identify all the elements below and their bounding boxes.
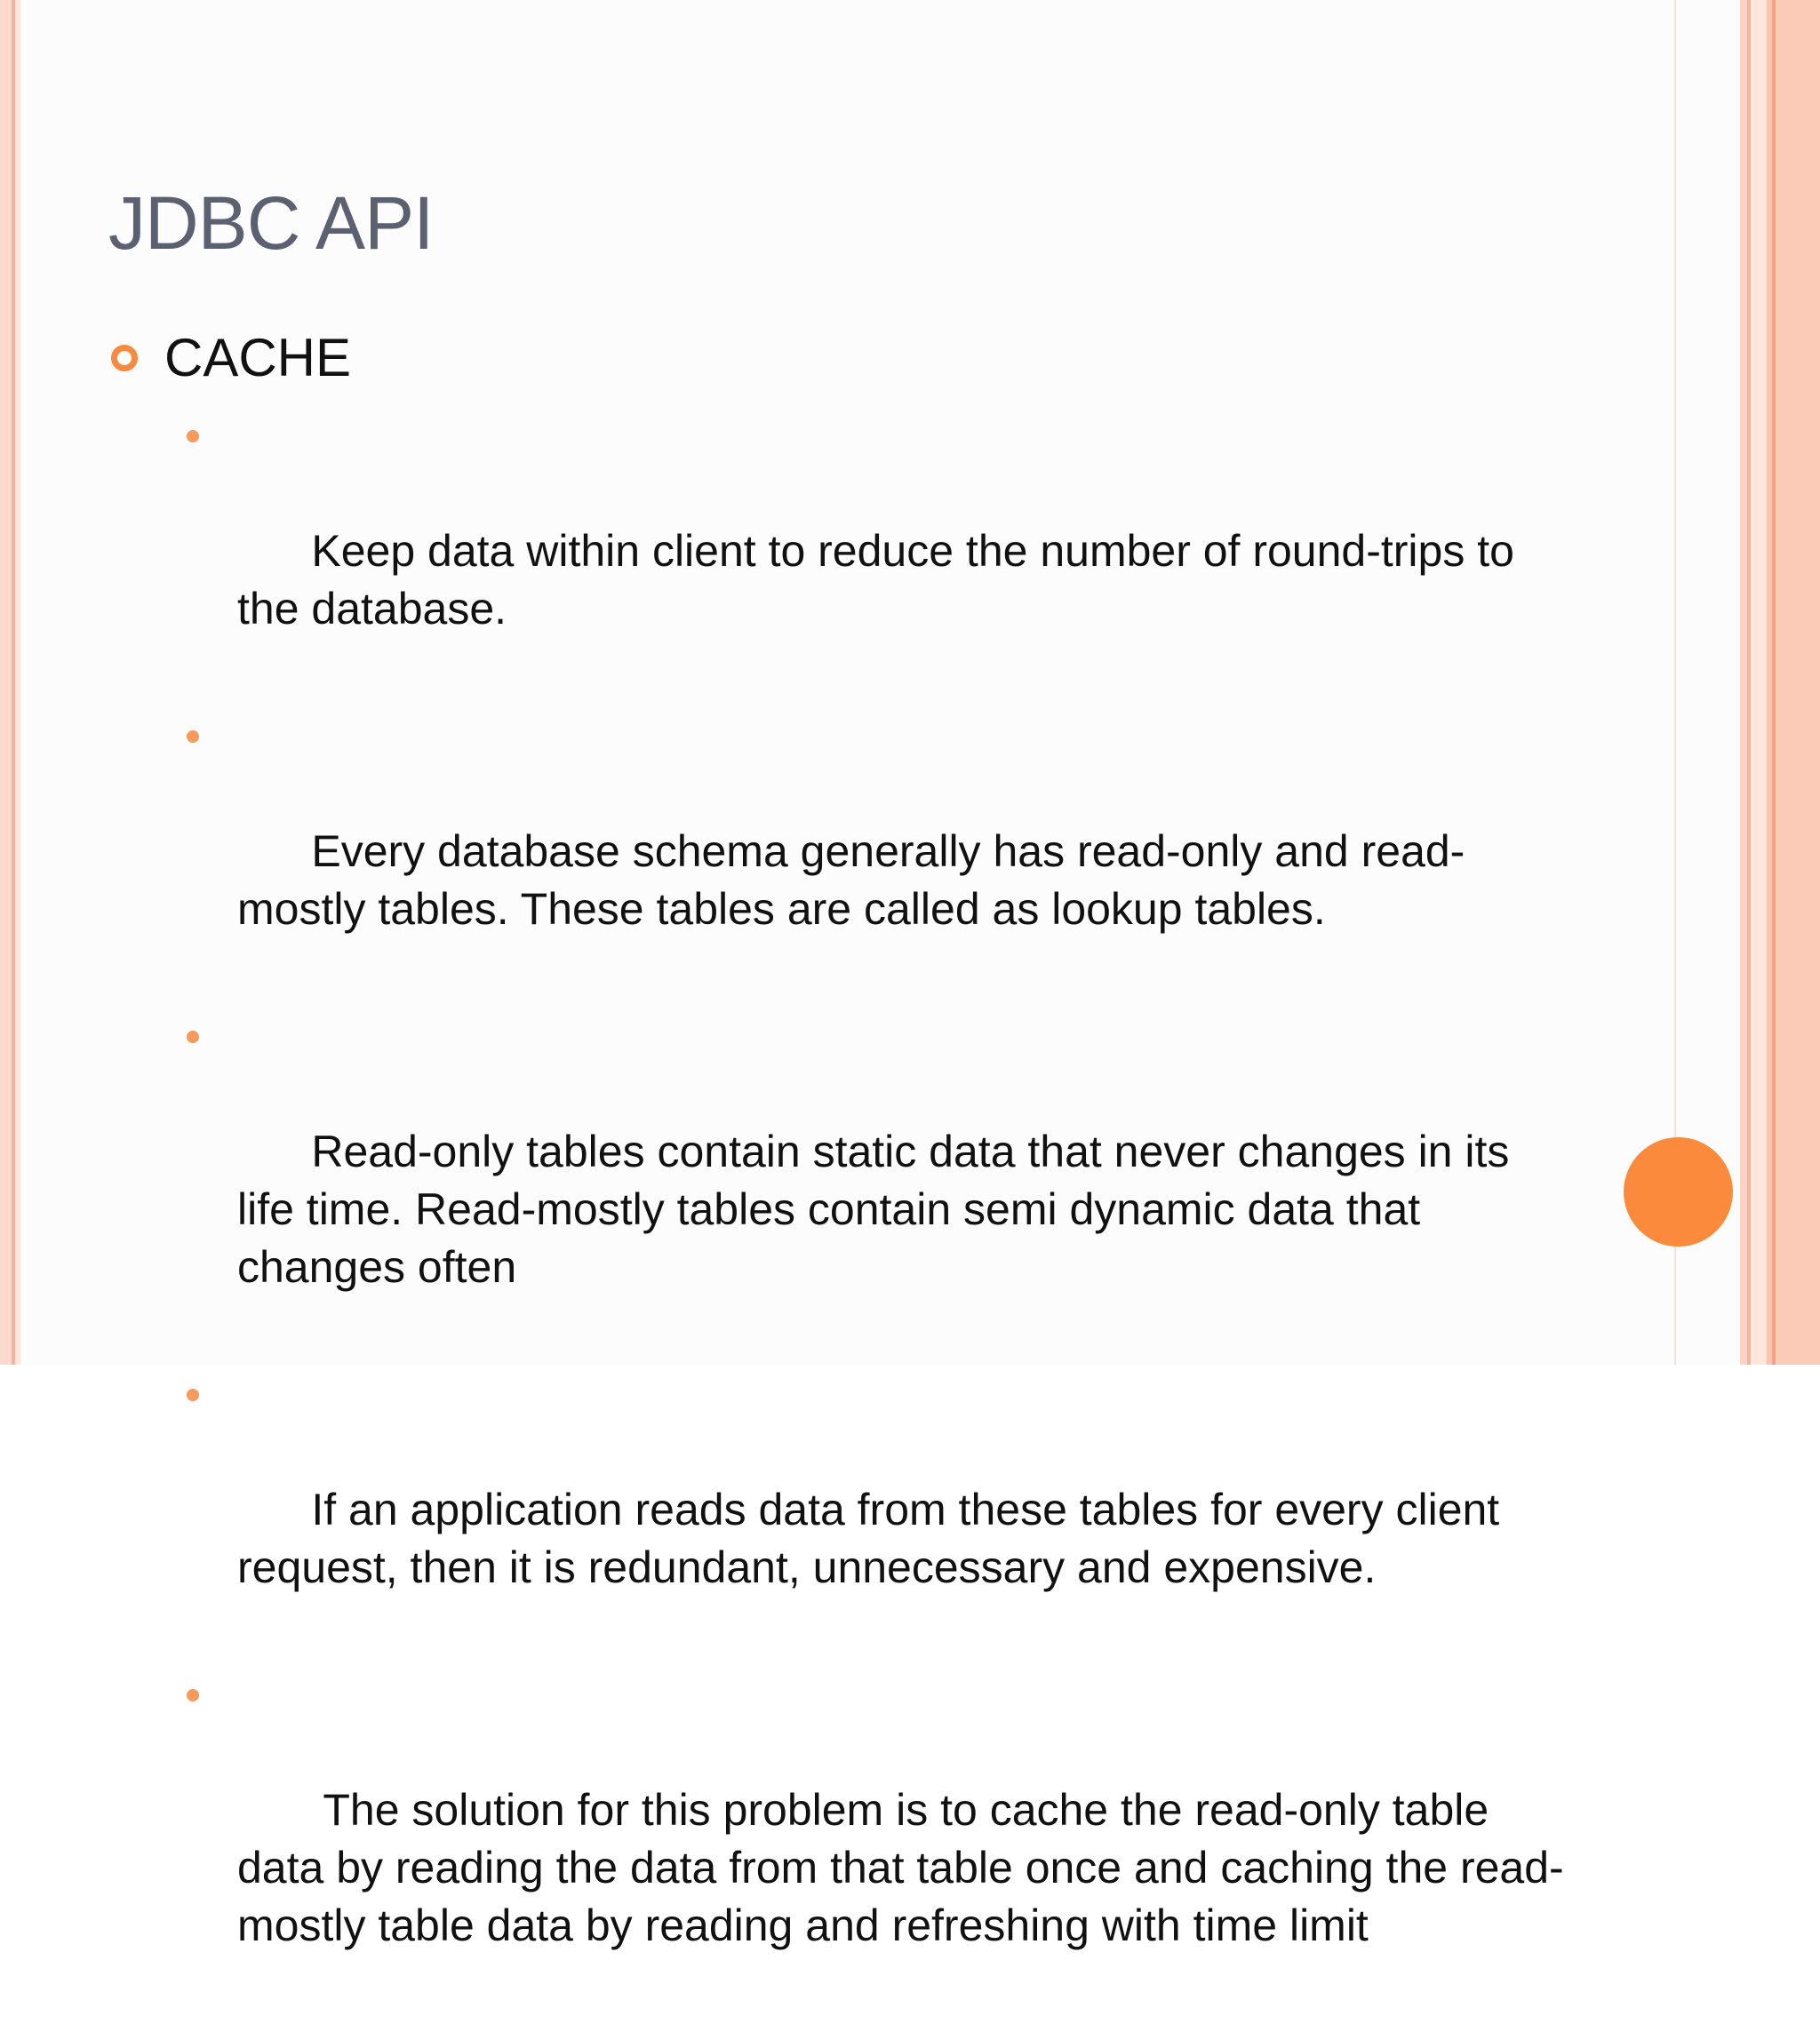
dot-bullet-icon	[187, 730, 199, 743]
sub-bullet-item	[184, 407, 1570, 696]
left-border-stripe	[15, 0, 20, 1365]
level1-bullet-text: CACHE	[164, 328, 352, 387]
right-border-stripe	[1740, 0, 1747, 1365]
sub-bullet-text: Keep data within client to reduce the number of round-trips to the database.	[237, 526, 1527, 633]
sub-bullet-item	[184, 1666, 1570, 2012]
orange-circle-decoration	[1624, 1137, 1733, 1247]
sub-bullet-text: If an application reads data from these tables for every client request, then it is redundant, unnecessary and expensive.	[237, 1485, 1513, 1592]
sub-bullet-text: Every database schema generally has read-only and read-mostly tables. These tables are called as lookup tables.	[237, 826, 1465, 934]
sub-bullet-list	[184, 407, 1570, 2024]
dot-bullet-icon	[187, 1031, 199, 1043]
left-border-stripe	[0, 0, 12, 1365]
sub-bullet-text: Read-only tables contain static data that never changes in its life time. Read-mostly tables contain semi dynamic data that changes often	[237, 1127, 1522, 1292]
sub-bullet-item	[184, 707, 1570, 996]
level1-bullet	[111, 329, 351, 387]
dot-bullet-icon	[187, 1689, 199, 1701]
right-border-stripe	[1776, 0, 1820, 1365]
ring-bullet-icon	[111, 345, 138, 371]
dot-bullet-icon	[187, 430, 199, 442]
sub-bullet-item	[184, 1366, 1570, 1654]
slide-title: JDBC API	[108, 181, 434, 265]
sub-bullet-item	[184, 1008, 1570, 1354]
sub-bullet-text: The solution for this problem is to cache the read-only table data by reading the data from that table once and caching the read-mostly table data by reading and refreshing with time limit	[237, 1785, 1564, 1950]
dot-bullet-icon	[187, 1389, 199, 1401]
right-border-stripe	[1751, 0, 1767, 1365]
